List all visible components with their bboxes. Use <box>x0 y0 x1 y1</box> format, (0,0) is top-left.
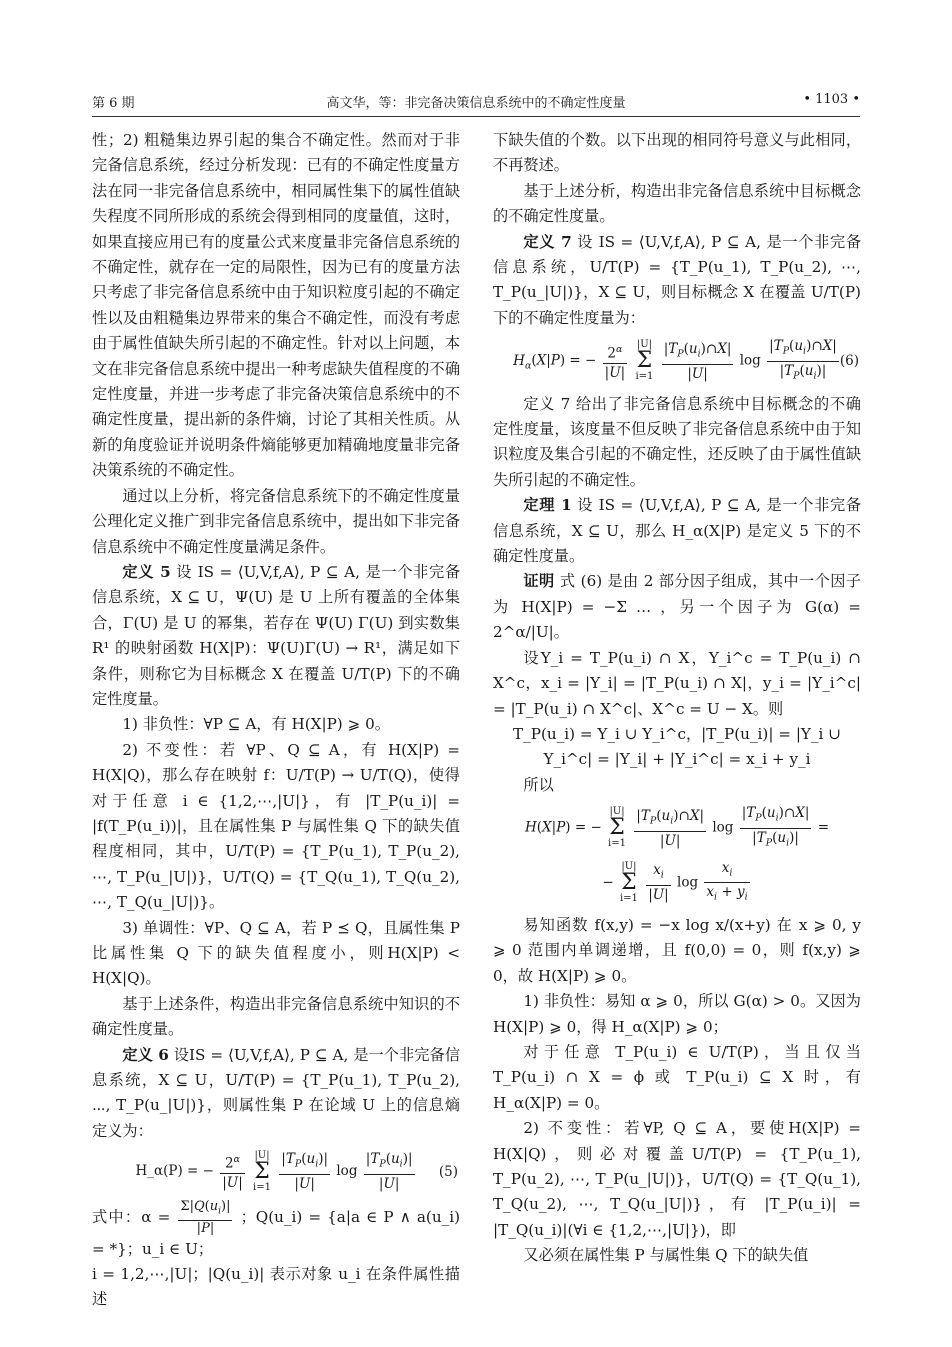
equation-5: H_α(P) = − $\frac{2^\alpha}{|U|}$ |U| Σ i=1 $\frac{|T_P(u_i)|}{|U|}$ log $\frac{|T_P(u_i)|}{|U|}$ (5) <box>135 1149 458 1193</box>
definition-5 <box>92 560 460 712</box>
paragraph: 定义 7 给出了非完备信息系统中目标概念的不确定性度量，该度量不但反映了非完备信息系统中由于知识粒度及集合引起的不确定性，还反映了由于属性值缺失所引起的不确定性。 <box>493 394 861 489</box>
definition-text: 设 IS = ⟨U,V,f,A⟩, P ⊆ A, 是一个非完备信息系统，X ⊆ U，Ψ(U) 是 U 上所有覆盖的全体集合，Γ(U) 是 U 的幂集，若存在 Ψ(U) Γ(U) 到实数集 R¹ 的映射函数 H(X|P)：Ψ(U)Γ(U) → R¹，满足如下条件，则称它为目标概念 X 在覆盖 U/T(P) 下的不确定性度量。 <box>92 562 461 708</box>
paragraph: 基于上述条件，构造出非完备信息系统中知识的不确定性度量。 <box>92 994 460 1039</box>
paragraph: 易知函数 f(x,y) = −x log x/(x+y) 在 x ⩾ 0, y ⩾ 0 范围内单调递增，且 f(0,0) = 0，则 f(x,y) ⩾ 0，故 H(X|P) ⩾ 0。 <box>493 915 861 985</box>
left-column <box>92 128 460 1313</box>
definition-text: 设IS = ⟨U,V,f,A⟩, P ⊆ A, 是一个非完备信息系统，X ⊆ U，U/T(P) = {T_P(u_1), T_P(u_2), ⋯, T_P(u_|U|)}，则属性集 P 在论域 U 上的信息熵定义为： <box>92 1045 461 1140</box>
definition-text: 设 IS = ⟨U,V,f,A⟩, P ⊆ A, 是一个非完备信息系统，U/T(P) = {T_P(u_1), T_P(u_2), ⋯, T_P(u_|U|)}，X ⊆ U，则目标概念 X 在覆盖 U/T(P) 下的不确定性度量为： <box>493 232 862 327</box>
paragraph: 对于任意 T_P(u_i) ∈ U/T(P)，当且仅当 T_P(u_i) ∩ X = ϕ 或 T_P(u_i) ⊆ X 时，有 H_α(X|P) = 0。 <box>493 1042 861 1112</box>
paragraph: 2) 不变性：若∀P, Q ⊆ A，要使H(X|P) = H(X|Q)，则必对覆盖U/T(P) = {T_P(u_1), T_P(u_2), ⋯, T_P(u_|U|)}，U/T(Q) = {T_Q(u_1), T_Q(u_2), ⋯, T_Q(u_|U|)}，有 |T_P(u_i)| = |T_Q(u_i)|(∀i ∈ {1,2,⋯,|U|})，即 <box>493 1119 861 1239</box>
equation-number: (5) <box>438 1163 458 1180</box>
paragraph: 通过以上分析，将完备信息系统下的不确定性度量公理化定义推广到非完备信息系统中，提出如下非完备信息系统中不确定性度量满足条件。 <box>92 486 460 556</box>
theorem-text: 设 IS = ⟨U,V,f,A⟩, P ⊆ A, 是一个非完备信息系统，X ⊆ U，那么 H_α(X|P) 是定义 5 下的不确定性度量。 <box>493 496 862 566</box>
page-number: • 1103 • <box>803 92 860 107</box>
paragraph: 设Y_i = T_P(u_i) ∩ X，Y_i^c = T_P(u_i) ∩ X^c，x_i = |Y_i| = |T_P(u_i) ∩ X|，y_i = |Y_i^c| = |T_P(u_i) ∩ X^c|、X^c = U − X。则 <box>493 648 861 718</box>
theorem-1 <box>493 493 861 569</box>
header-rule <box>92 116 860 117</box>
equation-hxp-xy: − |U| Σ i=1 $\frac{x_i}{|U|}$ log $\frac{x_i}{x_i + y_i}$ <box>602 859 748 904</box>
equation-number: (6) <box>839 353 859 370</box>
running-title: 高文华，等：非完备决策信息系统中的不确定性度量 <box>326 96 626 111</box>
equation-line: T_P(u_i) = Y_i ∪ Y_i^c，|T_P(u_i)| = |Y_i ∪ Y_i^c| = |Y_i| + |Y_i^c| = x_i + y_i <box>513 724 841 769</box>
paragraph: 下缺失值的个数。以下出现的相同符号意义与此相同，不再赘述。 <box>493 131 861 175</box>
right-column <box>493 128 861 1269</box>
paragraph: 又必须在属性集 P 与属性集 Q 下的缺失值 <box>523 1246 809 1265</box>
proof-text: 式 (6) 是由 2 部分因子组成，其中一个因子为 H(X|P) = −Σ … ，另一个因子为 G(α) = 2^α/|U|。 <box>493 572 861 642</box>
condition-2: 2) 不变性：若 ∀P、Q ⊆ A，有 H(X|P) = H(X|Q)，那么存在映射 f：U/T(P) → U/T(Q)，使得对于任意 i ∈ {1,2,⋯,|U|}，有 |T_P(u_i)| = |f(T_P(u_i))|，且在属性集 P 与属性集 Q 下的缺失值程度相同，其中，U/T(P) = {T_P(u_1), T_P(u_2), ⋯, T_P(u_|U|)}，U/T(Q) = {T_Q(u_1), T_Q(u_2), ⋯, T_Q(u_|U|)}。 <box>92 740 460 912</box>
issue-number: 第 6 期 <box>92 96 135 111</box>
proof-label: 证明 <box>523 572 555 591</box>
definition-label: 定义 5 <box>122 562 171 581</box>
definition-label: 定义 6 <box>122 1045 169 1064</box>
paragraph: 所以 <box>523 775 554 794</box>
where-rest: ；Q(u_i) = {a|a ∈ P ∧ a(u_i) = *}；u_i ∈ U； <box>92 1207 461 1258</box>
definition-7 <box>493 230 861 332</box>
equation-hxp: H(X|P) = − |U| Σ i=1 $\frac{|T_P(u_i)\cap X|}{|U|}$ log $\frac{|T_P(u_i)\cap X|}{|T_P(u_i)|}$ = <box>524 805 830 850</box>
equation-6: $H_\alpha(X|P)$ = − $\frac{2^\alpha}{|U|}$ |U| Σ i=1 $\frac{|T_P(u_i)\cap X|}{|U|}$ log $\frac{|T_P(u_i)\cap X|}{|T_P(u_i)|}$ (6) <box>513 338 859 383</box>
proof <box>493 569 861 645</box>
definition-label: 定义 7 <box>523 232 572 251</box>
equation-lhs: H_α(P) = − <box>135 1163 214 1180</box>
where-label: 式中：α = <box>92 1207 171 1226</box>
condition-1: 1) 非负性：∀P ⊆ A，有 H(X|P) ⩾ 0。 <box>122 715 390 734</box>
paragraph: 基于上述分析，构造出非完备信息系统中目标概念的不确定性度量。 <box>493 181 861 226</box>
paragraph: 性；2) 粗糙集边界引起的集合不确定性。然而对于非完备信息系统，经过分析发现：已有的不确定性度量方法在同一非完备信息系统中，相同属性集下的属性值缺失程度不同所形成的系统会得到相同的度量值，这时，如果直接应用已有的度量公式来度量非完备信息系统的不确定性，就存在一定的局限性，因为已有的度量方法只考虑了非完备信息系统中由于知识粒度引起的不确定性以及由粗糙集边界带来的集合不确定性，而没有考虑由于属性值缺失所引起的不确定性。针对以上问题，本文在非完备信息系统中提出一种考虑缺失值程度的不确定性度量，并进一步考虑了非完备决策信息系统中的不确定性度量，提出新的条件熵，讨论了其相关性质。从新的角度验证并说明条件熵能够更加精确地度量非完备决策系统的不确定性。 <box>92 131 460 480</box>
paragraph: i = 1,2,⋯,|U|；|Q(u_i)| 表示对象 u_i 在条件属性描述 <box>92 1264 460 1309</box>
theorem-label: 定理 1 <box>523 496 572 515</box>
running-header <box>92 92 860 114</box>
where-clause: 式中：α = $\frac{\Sigma|Q(u_i)|}{|P|}$ ；Q(u_i) = {a|a ∈ P ∧ a(u_i) = *}；u_i ∈ U； <box>92 1198 461 1258</box>
paragraph: 1) 非负性：易知 α ⩾ 0，所以 G(α) > 0。又因为 H(X|P) ⩾ 0，得 H_α(X|P) ⩾ 0； <box>493 992 861 1036</box>
definition-6 <box>92 1043 460 1145</box>
condition-3: 3) 单调性：∀P、Q ⊆ A，若 P ⪯ Q，且属性集 P 比属性集 Q 下的缺失值程度小，则H(X|P) < H(X|Q)。 <box>92 918 460 988</box>
